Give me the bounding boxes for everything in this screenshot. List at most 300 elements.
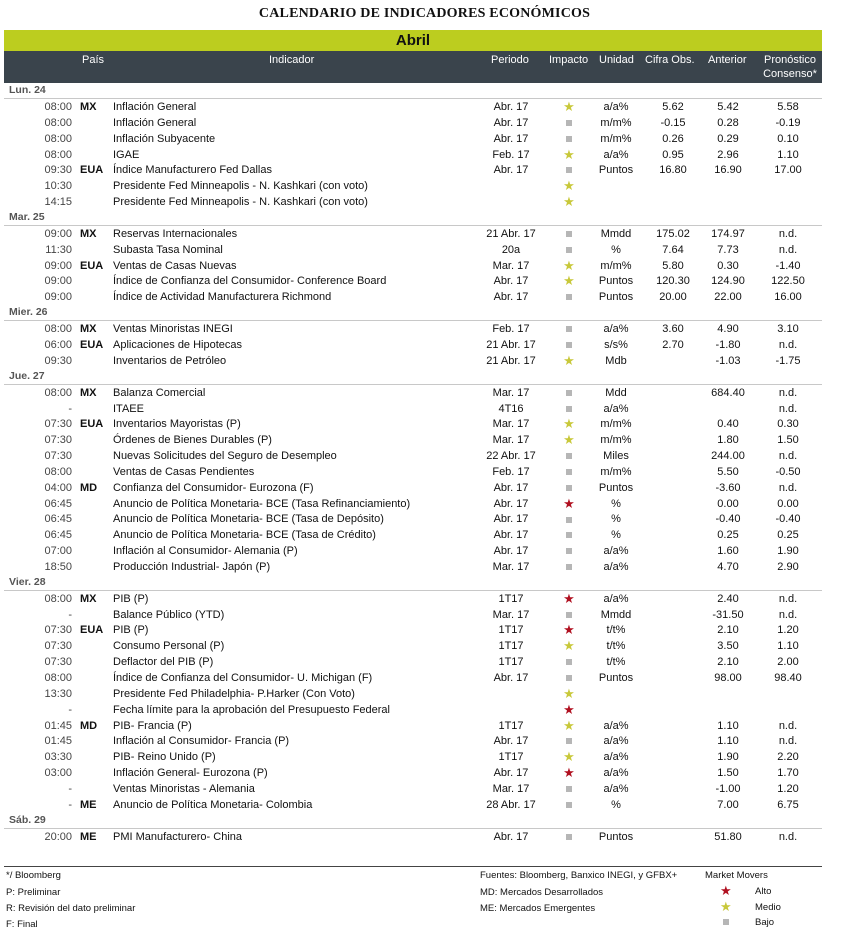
time-cell: 08:00 bbox=[44, 148, 72, 161]
table-row bbox=[4, 162, 822, 178]
unit-cell: m/m% bbox=[600, 132, 632, 145]
observed-cell: -0.15 bbox=[660, 116, 686, 129]
square-icon bbox=[566, 517, 572, 523]
star-icon: ★ bbox=[563, 146, 575, 162]
table-row bbox=[4, 527, 822, 543]
country-cell: ME bbox=[80, 830, 97, 843]
time-cell: 07:30 bbox=[44, 640, 72, 653]
previous-cell: 244.00 bbox=[711, 450, 745, 463]
previous-cell: 0.40 bbox=[717, 418, 739, 431]
time-cell: 08:00 bbox=[44, 132, 72, 145]
period-cell: Abr. 17 bbox=[493, 767, 529, 780]
time-cell: - bbox=[68, 402, 72, 415]
square-icon bbox=[566, 342, 572, 348]
previous-cell: 2.96 bbox=[717, 148, 739, 161]
square-icon bbox=[566, 247, 572, 253]
unit-cell: % bbox=[611, 497, 621, 510]
time-cell: 13:30 bbox=[44, 687, 72, 700]
period-cell: Abr. 17 bbox=[493, 672, 529, 684]
header-pronostico bbox=[760, 53, 820, 81]
unit-cell: m/m% bbox=[600, 434, 632, 447]
unit-cell: Puntos bbox=[598, 164, 634, 177]
unit-cell: a/a% bbox=[603, 560, 629, 573]
unit-cell: % bbox=[611, 798, 621, 811]
indicator-cell: PMI Manufacturero- China bbox=[113, 830, 242, 843]
previous-cell: -1.03 bbox=[715, 354, 741, 367]
unit-cell: m/m% bbox=[600, 259, 632, 272]
star-icon: ★ bbox=[563, 638, 575, 654]
month-banner: Abril bbox=[4, 30, 822, 51]
unit-cell: a/a% bbox=[603, 735, 629, 748]
previous-cell: 2.40 bbox=[717, 592, 739, 605]
forecast-cell: 1.70 bbox=[777, 767, 799, 780]
forecast-cell: 1.10 bbox=[777, 640, 799, 653]
table-row bbox=[4, 115, 822, 131]
impact-square-icon bbox=[549, 339, 589, 351]
unit-cell: a/a% bbox=[603, 323, 629, 336]
table-row bbox=[4, 718, 822, 734]
star-icon: ★ bbox=[563, 749, 575, 765]
forecast-cell: -0.50 bbox=[775, 465, 801, 478]
table-row bbox=[4, 448, 822, 464]
period-cell: Abr. 17 bbox=[493, 291, 529, 304]
table-row bbox=[4, 749, 822, 765]
table-row bbox=[4, 654, 822, 670]
period-cell: Mar. 17 bbox=[492, 386, 530, 399]
indicator-cell: Inventarios de Petróleo bbox=[113, 354, 227, 367]
star-icon: ★ bbox=[563, 765, 575, 781]
forecast-cell: 16.00 bbox=[774, 291, 802, 304]
legend-alto: Alto bbox=[755, 886, 772, 897]
legend-star-alto-icon: ★ bbox=[720, 883, 732, 898]
impact-square-icon bbox=[549, 831, 589, 843]
impact-star-icon bbox=[549, 590, 589, 606]
time-cell: 06:45 bbox=[44, 529, 72, 542]
period-cell: Abr. 17 bbox=[493, 275, 529, 288]
impact-square-icon bbox=[549, 609, 589, 621]
observed-cell: 0.26 bbox=[662, 132, 684, 145]
indicator-cell: Anuncio de Política Monetaria- Colombia bbox=[113, 798, 313, 811]
table-row bbox=[4, 797, 822, 813]
time-cell: 07:30 bbox=[44, 624, 72, 637]
country-cell: EUA bbox=[80, 624, 104, 637]
unit-cell: Miles bbox=[603, 450, 629, 463]
period-cell: Abr. 17 bbox=[493, 529, 529, 542]
previous-cell: 0.28 bbox=[717, 116, 739, 129]
day-label: Vier. 28 bbox=[9, 575, 46, 588]
header-indicador: Indicador bbox=[269, 54, 315, 66]
forecast-cell: 98.40 bbox=[774, 672, 802, 684]
impact-star-icon bbox=[549, 717, 589, 733]
previous-cell: 124.90 bbox=[711, 275, 745, 288]
forecast-cell: 1.90 bbox=[777, 545, 799, 558]
forecast-cell: 1.10 bbox=[777, 148, 799, 161]
table-row bbox=[4, 194, 822, 210]
footer-divider bbox=[4, 866, 822, 867]
header-unidad: Unidad bbox=[599, 54, 634, 66]
table-row bbox=[4, 432, 822, 448]
table-row bbox=[4, 289, 822, 305]
forecast-cell: 1.20 bbox=[777, 782, 799, 795]
unit-cell: Puntos bbox=[598, 481, 634, 494]
period-cell: Abr. 17 bbox=[493, 101, 529, 113]
indicator-cell: Nuevas Solicitudes del Seguro de Desempleo bbox=[113, 450, 337, 463]
footer-sources: Fuentes: Bloomberg, Banxico INEGI, y GFBX+ bbox=[480, 870, 678, 881]
impact-square-icon bbox=[549, 545, 589, 557]
period-cell: Abr. 17 bbox=[493, 132, 529, 145]
observed-cell: 120.30 bbox=[656, 275, 690, 288]
unit-cell: a/a% bbox=[603, 545, 629, 558]
time-cell: 07:30 bbox=[44, 434, 72, 447]
day-header bbox=[4, 369, 822, 385]
indicator-cell: Inflación al Consumidor- Alemania (P) bbox=[113, 545, 298, 558]
legend-bajo: Bajo bbox=[755, 917, 775, 928]
indicator-cell: Consumo Personal (P) bbox=[113, 640, 225, 653]
square-icon bbox=[566, 326, 572, 332]
unit-cell: a/a% bbox=[603, 148, 629, 161]
impact-square-icon bbox=[549, 450, 589, 462]
unit-cell: m/m% bbox=[600, 418, 632, 431]
period-cell: 1T17 bbox=[498, 751, 524, 764]
impact-square-icon bbox=[549, 387, 589, 399]
table-row bbox=[4, 401, 822, 417]
previous-cell: 4.90 bbox=[717, 323, 739, 336]
star-icon: ★ bbox=[563, 194, 575, 210]
previous-cell: 3.50 bbox=[717, 640, 739, 653]
previous-cell: 0.25 bbox=[717, 529, 739, 542]
time-cell: 01:45 bbox=[44, 719, 72, 732]
time-cell: 09:00 bbox=[44, 259, 72, 272]
forecast-cell: -0.19 bbox=[775, 116, 801, 129]
observed-cell: 5.80 bbox=[662, 259, 684, 272]
star-icon: ★ bbox=[563, 352, 575, 368]
indicator-cell: PIB- Francia (P) bbox=[113, 719, 192, 732]
indicator-cell: Presidente Fed Minneapolis - N. Kashkari (con voto) bbox=[113, 196, 368, 209]
calendar-body bbox=[4, 83, 822, 844]
unit-cell: m/m% bbox=[600, 465, 632, 478]
table-row bbox=[4, 829, 822, 845]
unit-cell: Mdb bbox=[605, 354, 627, 367]
country-cell: EUA bbox=[80, 164, 104, 177]
forecast-cell: n.d. bbox=[778, 243, 798, 256]
star-icon: ★ bbox=[563, 590, 575, 606]
previous-cell: 1.50 bbox=[717, 767, 739, 780]
indicator-cell: Subasta Tasa Nominal bbox=[113, 243, 223, 256]
square-icon bbox=[566, 406, 572, 412]
table-row bbox=[4, 178, 822, 194]
square-icon bbox=[566, 659, 572, 665]
table-row bbox=[4, 781, 822, 797]
forecast-cell: 2.20 bbox=[777, 751, 799, 764]
period-cell: 1T17 bbox=[498, 656, 524, 669]
unit-cell: Puntos bbox=[598, 291, 634, 304]
unit-cell: Mmdd bbox=[600, 227, 632, 240]
country-cell: EUA bbox=[80, 259, 104, 272]
forecast-cell: n.d. bbox=[778, 735, 798, 748]
indicator-cell: Inflación Subyacente bbox=[113, 132, 216, 145]
previous-cell: 22.00 bbox=[714, 291, 742, 304]
star-icon: ★ bbox=[563, 622, 575, 638]
period-cell: Feb. 17 bbox=[492, 323, 530, 336]
impact-star-icon bbox=[549, 701, 589, 717]
forecast-cell: 0.30 bbox=[777, 418, 799, 431]
impact-star-icon bbox=[549, 418, 589, 431]
forecast-cell: n.d. bbox=[778, 608, 798, 621]
previous-cell: 1.10 bbox=[717, 735, 739, 748]
impact-star-icon bbox=[549, 257, 589, 273]
star-icon: ★ bbox=[563, 701, 575, 717]
day-header bbox=[4, 575, 822, 591]
table-row bbox=[4, 607, 822, 623]
square-icon bbox=[566, 231, 572, 237]
impact-star-icon bbox=[549, 640, 589, 653]
indicator-cell: Índice de Confianza del Consumidor- Conference Board bbox=[113, 275, 387, 288]
footer-note-bloomberg: */ Bloomberg bbox=[6, 870, 61, 881]
impact-star-icon bbox=[549, 146, 589, 162]
impact-star-icon bbox=[549, 101, 589, 114]
period-cell: Abr. 17 bbox=[493, 481, 529, 494]
indicator-cell: Balance Público (YTD) bbox=[113, 608, 225, 621]
previous-cell: 0.29 bbox=[717, 132, 739, 145]
table-row bbox=[4, 511, 822, 527]
unit-cell: t/t% bbox=[606, 656, 626, 669]
unit-cell: a/a% bbox=[603, 101, 629, 113]
forecast-cell: 1.20 bbox=[777, 624, 799, 637]
impact-square-icon bbox=[549, 117, 589, 129]
header-periodo: Periodo bbox=[491, 54, 529, 66]
period-cell: 28 Abr. 17 bbox=[486, 798, 536, 811]
forecast-cell: n.d. bbox=[778, 386, 798, 399]
table-row bbox=[4, 226, 822, 242]
impact-star-icon bbox=[549, 624, 589, 637]
square-icon bbox=[566, 453, 572, 459]
time-cell: 14:15 bbox=[44, 196, 72, 209]
time-cell: 08:00 bbox=[44, 465, 72, 478]
table-header bbox=[4, 51, 822, 83]
table-row bbox=[4, 638, 822, 654]
table-row bbox=[4, 242, 822, 258]
country-cell: MX bbox=[80, 101, 97, 113]
time-cell: 08:00 bbox=[44, 323, 72, 336]
indicator-cell: Anuncio de Política Monetaria- BCE (Tasa de Crédito) bbox=[113, 529, 376, 542]
previous-cell: -0.40 bbox=[715, 513, 741, 526]
previous-cell: 1.10 bbox=[717, 719, 739, 732]
indicator-cell: Confianza del Consumidor- Eurozona (F) bbox=[113, 481, 314, 494]
impact-square-icon bbox=[549, 513, 589, 525]
forecast-cell: 17.00 bbox=[774, 164, 802, 177]
country-cell: MX bbox=[80, 592, 97, 605]
unit-cell: a/a% bbox=[603, 592, 629, 605]
time-cell: 11:30 bbox=[45, 243, 72, 256]
previous-cell: 51.80 bbox=[714, 830, 742, 843]
day-header bbox=[4, 305, 822, 321]
time-cell: 09:00 bbox=[44, 291, 72, 304]
period-cell: Abr. 17 bbox=[493, 830, 529, 843]
table-row bbox=[4, 385, 822, 401]
forecast-cell: n.d. bbox=[778, 481, 798, 494]
table-row bbox=[4, 591, 822, 607]
previous-cell: 98.00 bbox=[714, 672, 742, 684]
previous-cell: -31.50 bbox=[712, 608, 744, 621]
square-icon bbox=[566, 469, 572, 475]
indicator-cell: Índice de Actividad Manufacturera Richmond bbox=[113, 291, 332, 304]
indicator-cell: Fecha límite para la aprobación del Presupuesto Federal bbox=[113, 703, 390, 716]
table-row bbox=[4, 147, 822, 163]
time-cell: 07:30 bbox=[44, 656, 72, 669]
star-icon: ★ bbox=[563, 495, 575, 511]
time-cell: - bbox=[68, 782, 72, 795]
table-row bbox=[4, 559, 822, 575]
unit-cell: a/a% bbox=[603, 767, 629, 780]
time-cell: 18:50 bbox=[44, 560, 72, 573]
time-cell: 07:00 bbox=[44, 545, 72, 558]
square-icon bbox=[566, 738, 572, 744]
time-cell: 07:30 bbox=[44, 450, 72, 463]
square-icon bbox=[566, 612, 572, 618]
time-cell: 10:30 bbox=[44, 180, 72, 193]
indicator-cell: Anuncio de Política Monetaria- BCE (Tasa Refinanciamiento) bbox=[113, 497, 411, 510]
time-cell: - bbox=[68, 798, 72, 811]
country-cell: EUA bbox=[80, 418, 104, 431]
indicator-cell: Balanza Comercial bbox=[113, 386, 206, 399]
unit-cell: % bbox=[611, 243, 621, 256]
indicator-cell: Inflación General- Eurozona (P) bbox=[113, 767, 268, 780]
forecast-cell: 6.75 bbox=[777, 798, 799, 811]
indicator-cell: PIB- Reino Unido (P) bbox=[113, 751, 216, 764]
square-icon bbox=[566, 532, 572, 538]
table-row bbox=[4, 353, 822, 369]
country-cell: MX bbox=[80, 227, 97, 240]
previous-cell: 1.60 bbox=[717, 545, 739, 558]
impact-square-icon bbox=[549, 244, 589, 256]
table-row bbox=[4, 765, 822, 781]
previous-cell: 174.97 bbox=[711, 227, 745, 240]
indicator-cell: ITAEE bbox=[113, 402, 144, 415]
indicator-cell: Órdenes de Bienes Durables (P) bbox=[113, 434, 272, 447]
unit-cell: % bbox=[611, 529, 621, 542]
period-cell: 21 Abr. 17 bbox=[486, 354, 536, 367]
indicator-cell: Ventas Minoristas - Alemania bbox=[113, 782, 255, 795]
time-cell: 09:00 bbox=[44, 227, 72, 240]
header-pronostico-line2: Consenso* bbox=[763, 68, 817, 80]
time-cell: 08:00 bbox=[44, 101, 72, 113]
observed-cell: 7.64 bbox=[662, 243, 684, 256]
forecast-cell: n.d. bbox=[778, 227, 798, 240]
indicator-cell: Inflación General bbox=[113, 101, 197, 113]
table-row bbox=[4, 464, 822, 480]
period-cell: 1T17 bbox=[498, 624, 524, 637]
square-icon bbox=[566, 564, 572, 570]
previous-cell: -1.80 bbox=[715, 338, 741, 351]
observed-cell: 0.95 bbox=[662, 148, 684, 161]
impact-square-icon bbox=[549, 783, 589, 795]
time-cell: 20:00 bbox=[44, 830, 72, 843]
forecast-cell: n.d. bbox=[778, 450, 798, 463]
time-cell: 08:00 bbox=[44, 116, 72, 129]
previous-cell: 16.90 bbox=[714, 164, 742, 177]
square-icon bbox=[566, 802, 572, 808]
square-icon bbox=[566, 120, 572, 126]
time-cell: 06:45 bbox=[44, 497, 72, 510]
unit-cell: Puntos bbox=[598, 830, 634, 843]
forecast-cell: 0.25 bbox=[777, 529, 799, 542]
table-row bbox=[4, 496, 822, 512]
observed-cell: 20.00 bbox=[659, 291, 687, 304]
forecast-cell: -1.40 bbox=[775, 259, 801, 272]
observed-cell: 2.70 bbox=[662, 338, 684, 351]
forecast-cell: 122.50 bbox=[771, 275, 805, 288]
period-cell: 1T17 bbox=[498, 640, 524, 653]
time-cell: - bbox=[68, 608, 72, 621]
table-row bbox=[4, 99, 822, 115]
time-cell: 03:00 bbox=[44, 767, 72, 780]
forecast-cell: n.d. bbox=[778, 402, 798, 415]
impact-star-icon bbox=[549, 495, 589, 511]
country-cell: EUA bbox=[80, 338, 104, 351]
table-row bbox=[4, 258, 822, 274]
impact-square-icon bbox=[549, 133, 589, 145]
star-icon: ★ bbox=[563, 99, 575, 114]
header-pais: País bbox=[82, 54, 105, 66]
impact-star-icon bbox=[549, 685, 589, 701]
square-icon bbox=[566, 675, 572, 681]
indicator-cell: PIB (P) bbox=[113, 592, 149, 605]
previous-cell: 5.42 bbox=[717, 101, 739, 113]
square-icon bbox=[566, 294, 572, 300]
period-cell: 4T16 bbox=[498, 402, 524, 415]
impact-square-icon bbox=[549, 403, 589, 415]
period-cell: Mar. 17 bbox=[492, 434, 530, 447]
previous-cell: 7.00 bbox=[717, 798, 739, 811]
impact-square-icon bbox=[549, 164, 589, 176]
forecast-cell: 3.10 bbox=[777, 323, 799, 336]
observed-cell: 5.62 bbox=[662, 101, 684, 113]
indicator-cell: Inflación al Consumidor- Francia (P) bbox=[113, 735, 290, 748]
impact-star-icon bbox=[549, 767, 589, 780]
period-cell: Mar. 17 bbox=[492, 782, 530, 795]
footer-me: ME: Mercados Emergentes bbox=[480, 903, 596, 914]
footer-md: MD: Mercados Desarrollados bbox=[480, 887, 604, 898]
header-pronostico-line1: Pronóstico bbox=[764, 54, 816, 66]
day-header bbox=[4, 813, 822, 829]
unit-cell: t/t% bbox=[606, 624, 626, 637]
table-row bbox=[4, 321, 822, 337]
table-row bbox=[4, 273, 822, 289]
table-row bbox=[4, 337, 822, 353]
indicator-cell: Producción Industrial- Japón (P) bbox=[113, 560, 271, 573]
indicator-cell: Reservas Internacionales bbox=[113, 227, 238, 240]
time-cell: 01:45 bbox=[44, 735, 72, 748]
forecast-cell: 2.90 bbox=[777, 560, 799, 573]
previous-cell: 0.30 bbox=[717, 259, 739, 272]
time-cell: 08:00 bbox=[44, 386, 72, 399]
unit-cell: t/t% bbox=[606, 640, 626, 653]
forecast-cell: 2.00 bbox=[777, 656, 799, 669]
period-cell: 21 Abr. 17 bbox=[486, 227, 536, 240]
table-row bbox=[4, 480, 822, 496]
table-row bbox=[4, 670, 822, 686]
impact-square-icon bbox=[549, 799, 589, 811]
forecast-cell: 1.50 bbox=[777, 434, 799, 447]
impact-star-icon bbox=[549, 275, 589, 288]
square-icon bbox=[566, 786, 572, 792]
indicator-cell: Presidente Fed Minneapolis - N. Kashkari (con voto) bbox=[113, 180, 368, 193]
previous-cell: 1.90 bbox=[717, 751, 739, 764]
time-cell: 03:30 bbox=[44, 751, 72, 764]
day-label: Lun. 24 bbox=[9, 84, 46, 96]
indicator-cell: Índice Manufacturero Fed Dallas bbox=[113, 164, 272, 177]
impact-star-icon bbox=[549, 352, 589, 368]
